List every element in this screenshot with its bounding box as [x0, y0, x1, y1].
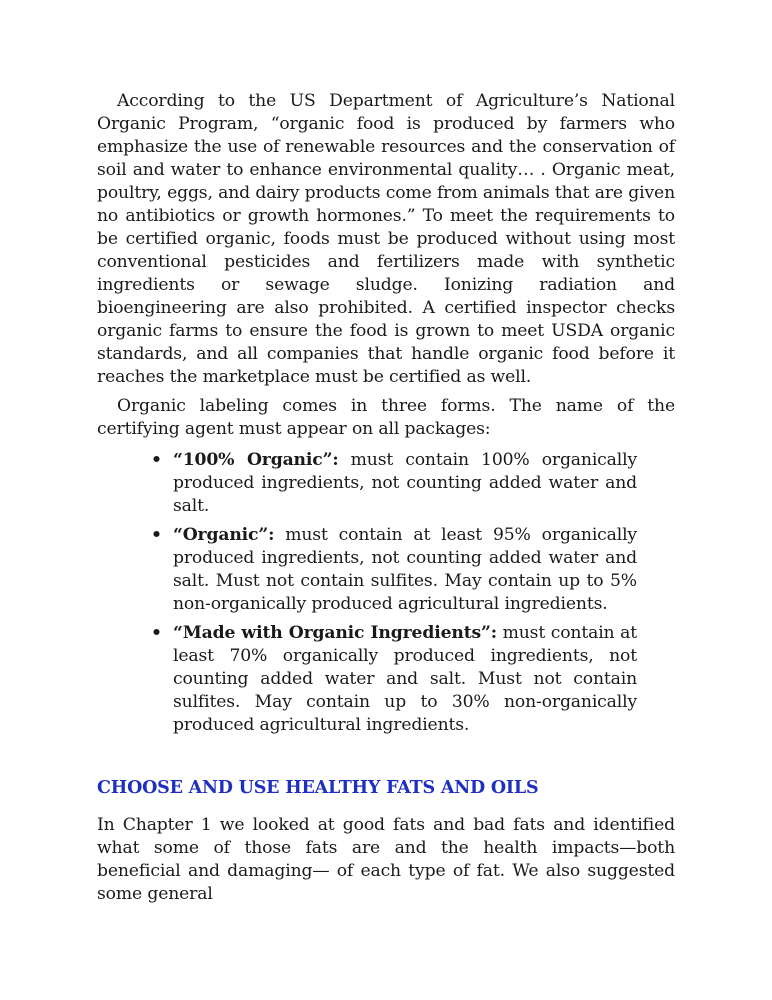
- label-term: “Made with Organic Ingredients”:: [173, 623, 497, 643]
- paragraph-usda-definition: According to the US Department of Agriculture’s National Organic Program, “organic food is produced by farmers who emphasize the use of renewable resources and the conservation of soil and water to enhance environmental quality… . Organic meat, poultry, eggs, and dairy products come from animals that are given no antibiotics or growth hormones.” To meet the requirements to be certified organic, foods must be produced without using most conventional pesticides and fertilizers made with synthetic ingredients or sewage sludge. Ionizing radiation and bioengineering are also prohibited. A certified inspector checks organic farms to ensure the food is grown to meet USDA organic standards, and all companies that handle organic food before it reaches the marketplace must be certified as well.: [97, 91, 675, 387]
- paragraph-chapter-reference: In Chapter 1 we looked at good fats and bad fats and identified what some of those fats are and the health impacts—both beneficial and damaging— of each type of fat. We also suggested some general: [97, 815, 675, 904]
- section-heading: CHOOSE AND USE HEALTHY FATS AND OILS: [97, 778, 539, 798]
- bullet-icon: •: [151, 450, 162, 470]
- list-item: [149, 524, 637, 616]
- label-term: “Organic”:: [173, 525, 275, 545]
- bullet-icon: •: [151, 525, 162, 545]
- organic-label-list: [97, 449, 637, 737]
- label-term: “100% Organic”:: [173, 450, 339, 470]
- label-description: must contain at least 95% organically produced ingredients, not counting added water and salt. Must not contain sulfites. May contain up to 5% non-organically produced agricultural ingredients.: [173, 525, 637, 614]
- paragraph-labeling-intro: Organic labeling comes in three forms. The name of the certifying agent must appear on all packages:: [97, 396, 675, 439]
- bullet-icon: •: [151, 623, 162, 643]
- label-description: must contain at least 70% organically produced ingredients, not counting added water and salt. Must not contain sulfites. May contain up to 30% non-organically produced agricultural ingredients.: [173, 623, 637, 735]
- page-content: [97, 90, 675, 906]
- list-item: [149, 449, 637, 518]
- list-item: [149, 622, 637, 737]
- label-description: must contain 100% organically produced ingredients, not counting added water and salt.: [173, 450, 637, 516]
